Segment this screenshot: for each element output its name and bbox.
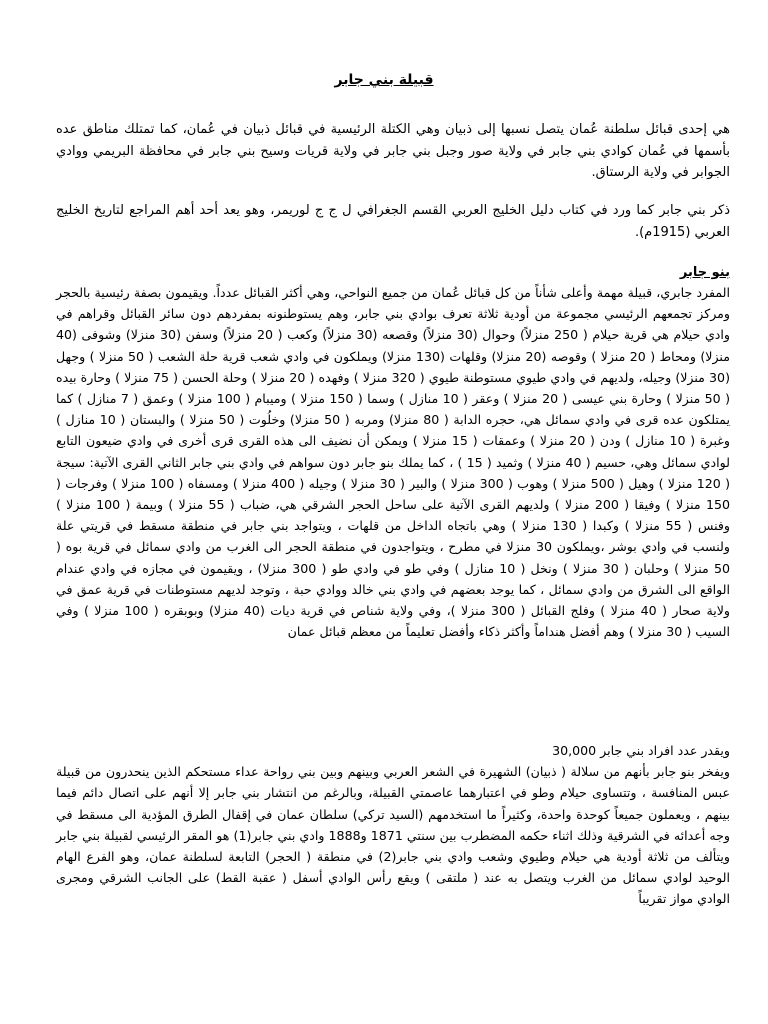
document-title: قبيلة بني جابر [334,72,434,88]
section-heading-bano-jaber: بنو جابر [679,265,730,280]
population-history-paragraph: ويقدر عدد افراد بني جابر 30,000 ويفخر بنو جابر بأنهم من سلالة ( ذبيان) الشهيرة في الشعر العربي وبينهم وبين بني رواحة عداء مستحكم الذين ينحدرون من قبيلة عبس المنافسة ، وتتساوى حيلام وطو في اعتبارهما عاصمتي القبيلة، وبالرغم من انتشار بني جابر إلا أنهم على اتصال دائم فيما بينهم ، ويعملون جميعاً كوحدة واحدة، وكثيراً ما استخدمهم (السيد تركي) سلطان عمان في إقفال الطرق المؤدية الى مسقط في وجه أعدائه في الشرقية وذلك اثناء حكمه المضطرب بين سنتي 1871 و1888 وادي بني جابر(1) هو المقر الرئيسي لقبيلة بني جابر ويتألف من ثلاثة أودية هي حيلام وطيوي وشعب وادي بني جابر(2) في منطقة ( الحجر) التابعة لسلطنة عمان، وهو الفرع الهام الوحيد لوادي سمائل من الغرب ويتصل به عند ( ملتقى ) ويقع رأس الوادي أسفل ( عقبة القط) على الجانب الشرقي ومجرى الوادي مواز تقريباً [56,743,730,907]
lorimer-reference-paragraph: ذكر بني جابر كما ورد في كتاب دليل الخليج العربي القسم الجغرافي ل ج ج لوريمر، وهو يعد أحد أهم المراجع لتاريخ الخليج العربي (1915م). [56,203,730,240]
tribe-description-paragraph: المفرد جابري، قبيلة مهمة وأعلى شأناً من كل قبائل عُمان من جميع النواحي، وهي أكثر القبائل عدداً. ويقيمون بصفة رئيسية بالحجر ومركز تجمعهم الرئيسي مجموعة من أودية ثلاثة تعرف بوادي بني جابر، وهم يستوطنونه بمفردهم دون سائر القبائل وقراهم في وادي حيلام هي قرية حيلام ( 250 منزلاً) وحوال (30 منزلاً) وقصعه (30 منزلاً) وكعب ( 20 منزلاً) وسفن (30 منزلا) وشوفى (40 منزلا) ومحاط ( 20 منزلا ) وقوصه (20 منزلا) وقلهات (130 منزلا) ويملكون في وادي شعب قرية حلة الشعب ( 50 منزلا ) وجهل (30 منزلا) وجيله، ولديهم في وادي طيوي مستوطنة طيوي ( 320 منزلا ) وفهده ( 20 منزلا ) وحلة الحسن ( 75 منزلا ) وحارة بيده ( 50 منزلا ) وحارة بني عيسى ( 20 منزلا ) وعقر ( 10 منازل ) وسما ( 150 منزلا ) وميبام ( 100 منزلا ) وعمق ( 7 منازل ) كما يمتلكون عده قرى في وادي سمائل هي، حجره الدابة ( 80 منزلا) ومربه ( 50 منزلا) وخلُوت ( 50 منزلا ) والبستان ( 10 منازل ) وغبرة ( 10 منازل ) ودن ( 20 منزلا ) وعمقات ( 15 منزلا ) ويمكن أن نضيف الى هذه القرى قرى أخرى في وادي ضيعون التابع لوادي سمائل وهي، حسيم ( 40 منزلا ) وثميد ( 15 ) ، كما يملك بنو جابر دون سواهم في وادي بني جابر الثاني القرى الآتية: سيجة ( 120 منزلا ) وهيل ( 500 منزلا ) وهوب ( 300 منزلا ) والبير ( 30 منزلا ) وجيله ( 400 منزلا ) ومسفاه ( 100 منزلا ) وفرجات ( 150 منزلا ) وفيقا ( 200 منزلا ) ولديهم القرى الآتية على ساحل الحجر الشرقي هي، ضباب ( 55 منزلا ) وبيمة ( 100 منزلا ) وفنس ( 55 منزلا ) وكبدا ( 130 منزلا ) وهي باتجاه الداخل من قلهات ، ويتواجد بني جابر في منطقة مسقط في قريتي علة ولنسب في وادي بوشر ،ويملكون 30 منزلا في مطرح ، ويتواجدون في منطقة الحجر الى الغرب من وادي سمائل في قرية بوه ( 50 منزلا ) وحلبان ( 30 منزلا ) ونخل ( 10 منازل ) وفي طو في وادي طو ( 300 منزلا) ، ويقيمون في مجازه في وادي عندام الواقع الى الشرق من وادي سمائل ، كما يوجد بعضهم في وادي بني خالد ووادي حبة ، وتوجد لديهم مستوطنات في قرية عمق في ولاية صحار ( 40 منزلا ) وفلج القبائل ( 300 منزلا )، وفي ولاية شناص في قرية ديات (40 منزلا) وبوبقره ( 100 منزلا ) وفي السيب ( 30 منزلا ) وهم أفضل هنداماً وأكثر ذكاء وأفضل تعليماً من معظم قبائل عمان [56,285,731,640]
intro-paragraph: هي إحدى قبائل سلطنة عُمان يتصل نسبها إلى ذبيان وهي الكتلة الرئيسية في قبائل ذبيان في عُمان، كما تمتلك مناطق عده بأسمها في عُمان كوادي بني جابر في ولاية صور وجبل بني جابر في ولاية قريات وسيح بني جابر في محافظة البريمي ووادي الجوابر في ولاية الرستاق. [56,122,730,180]
